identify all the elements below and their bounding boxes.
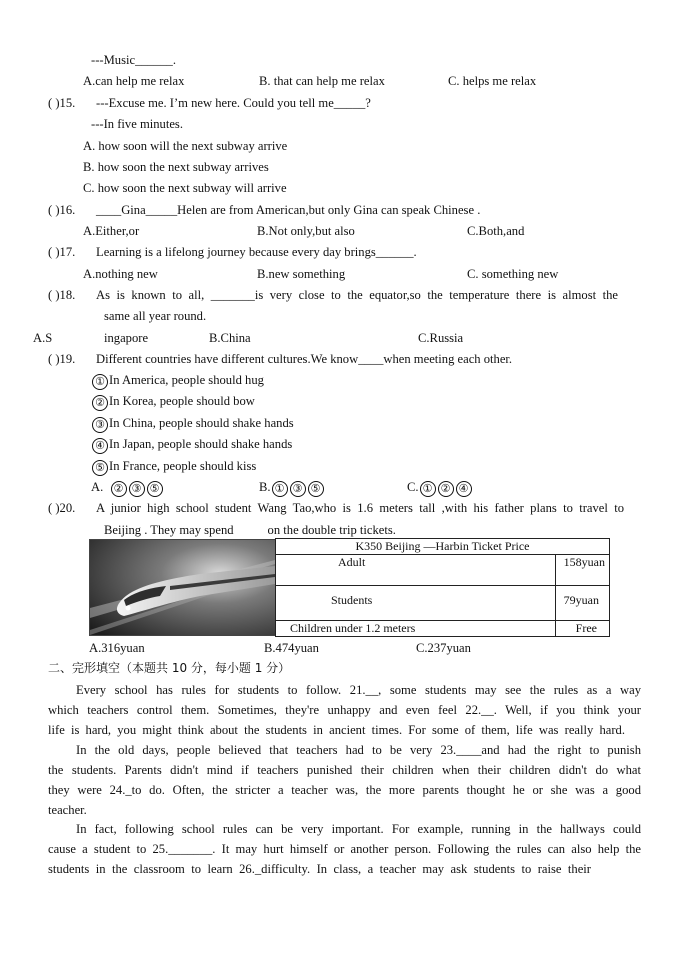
question-20-stem-cont: Beijing . They may spend on the double trip tickets. <box>104 523 396 537</box>
option-b: B. that can help me relax <box>259 74 385 88</box>
table-title-row <box>276 539 610 555</box>
paragraph-3-line-3: students in the classroom to learn 26._difficulty. In class, a teacher may ask students to raise their <box>48 862 591 876</box>
option-b: B. ① ③ ⑤ <box>259 479 325 497</box>
paragraph-2-line-4: teacher. <box>48 803 87 817</box>
question-19-stem: Different countries have different cultures.We know____when meeting each other. <box>96 352 513 366</box>
question-16-stem: ____Gina_____Helen are from American,but only Gina can speak Chinese . <box>96 203 481 217</box>
question-17-number: ( )17. <box>48 245 76 259</box>
option-c: C. ① ② ④ <box>407 479 473 497</box>
option-c: C.Both,and <box>467 224 525 238</box>
section-heading: 二、完形填空（本题共 10 分，每小题 1 分） <box>48 661 291 675</box>
option-a: A.can help me relax <box>83 74 185 88</box>
paragraph-2-line-2: the students. Parents didn't mind if teachers punished their children when their children didn't do what <box>48 763 641 777</box>
option-a: A.nothing new <box>83 267 158 281</box>
option-a: A. ② ③ ⑤ <box>91 479 164 497</box>
question-14-dialog: ---Music______. <box>91 53 176 67</box>
question-20-stem: A junior high school student Wang Tao,who is 1.6 meters tall ,with his father plans to travel to <box>96 501 624 515</box>
option-b: B.474yuan <box>264 641 319 655</box>
table-title: K350 Beijing —Harbin Ticket Price <box>276 539 610 555</box>
paragraph-2-line-3: they were 24._to do. Often, the stricter a teacher was, the more parents thought he or she was a good <box>48 783 641 797</box>
option-b: B.new something <box>257 267 346 281</box>
option-c: C. something new <box>467 267 559 281</box>
question-18-stem-cont: same all year round. <box>104 309 207 323</box>
question-18-number: ( )18. <box>48 288 76 302</box>
option-a: A. how soon will the next subway arrive <box>83 139 288 153</box>
option-c: C.Russia <box>418 331 464 345</box>
statement-3: ③ In China, people should shake hands <box>91 415 294 433</box>
train-image <box>89 539 276 636</box>
paragraph-3-line-1: In fact, following school rules can be very important. For example, running in the hallways could <box>76 822 641 836</box>
statement-1: ① In America, people should hug <box>91 372 264 390</box>
option-a-cont: ingapore <box>104 331 149 345</box>
paragraph-2-line-1: In the old days, people believed that teachers had to be very 23.____and had the right to punish <box>76 743 641 757</box>
table-row <box>276 586 610 621</box>
statement-5: ⑤ In France, people should kiss <box>91 458 256 476</box>
statement-2: ② In Korea, people should bow <box>91 393 255 411</box>
paragraph-3-line-2: cause a student to 25._______. It may hurt himself or another person. Following the rules can also help the <box>48 842 641 856</box>
option-c: C. helps me relax <box>448 74 537 88</box>
question-19-number: ( )19. <box>48 352 76 366</box>
option-a: A.S <box>33 331 53 345</box>
table-cell-price: Free <box>555 621 609 637</box>
ticket-price-table <box>275 538 610 637</box>
table-cell-label: Students <box>276 586 556 621</box>
question-15-reply: ---In five minutes. <box>91 117 183 131</box>
table-row <box>276 621 610 637</box>
table-cell-price: 158yuan <box>555 555 609 586</box>
table-cell-label: Children under 1.2 meters <box>276 621 556 637</box>
option-c: C.237yuan <box>416 641 471 655</box>
paragraph-1-line-2: which teachers control them. Sometimes, they're unhappy and even feel 22.__. Well, if you think your <box>48 703 641 717</box>
option-a: A.316yuan <box>89 641 145 655</box>
paragraph-1-line-1: Every school has rules for students to follow. 21.__, some students may see the rules as a way <box>76 683 641 697</box>
table-cell-price: 79yuan <box>555 586 609 621</box>
question-16-number: ( )16. <box>48 203 76 217</box>
option-c: C. how soon the next subway will arrive <box>83 181 287 195</box>
option-b: B.Not only,but also <box>257 224 355 238</box>
question-15-number: ( )15. <box>48 96 76 110</box>
question-18-stem: As is known to all, _______is very close to the equator,so the temperature there is almost the <box>96 288 618 302</box>
option-b: B. how soon the next subway arrives <box>83 160 269 174</box>
paragraph-1-line-3: life is hard, you might think about the students in ancient times. For some of them, life was really hard. <box>48 723 625 737</box>
table-row <box>276 555 610 586</box>
option-b: B.China <box>209 331 251 345</box>
question-15-stem: ---Excuse me. I’m new here. Could you tell me_____? <box>96 96 371 110</box>
question-20-number: ( )20. <box>48 501 76 515</box>
option-a: A.Either,or <box>83 224 140 238</box>
statement-4: ④ In Japan, people should shake hands <box>91 436 292 454</box>
table-cell-label: Adult <box>276 555 556 586</box>
question-17-stem: Learning is a lifelong journey because every day brings______. <box>96 245 417 259</box>
